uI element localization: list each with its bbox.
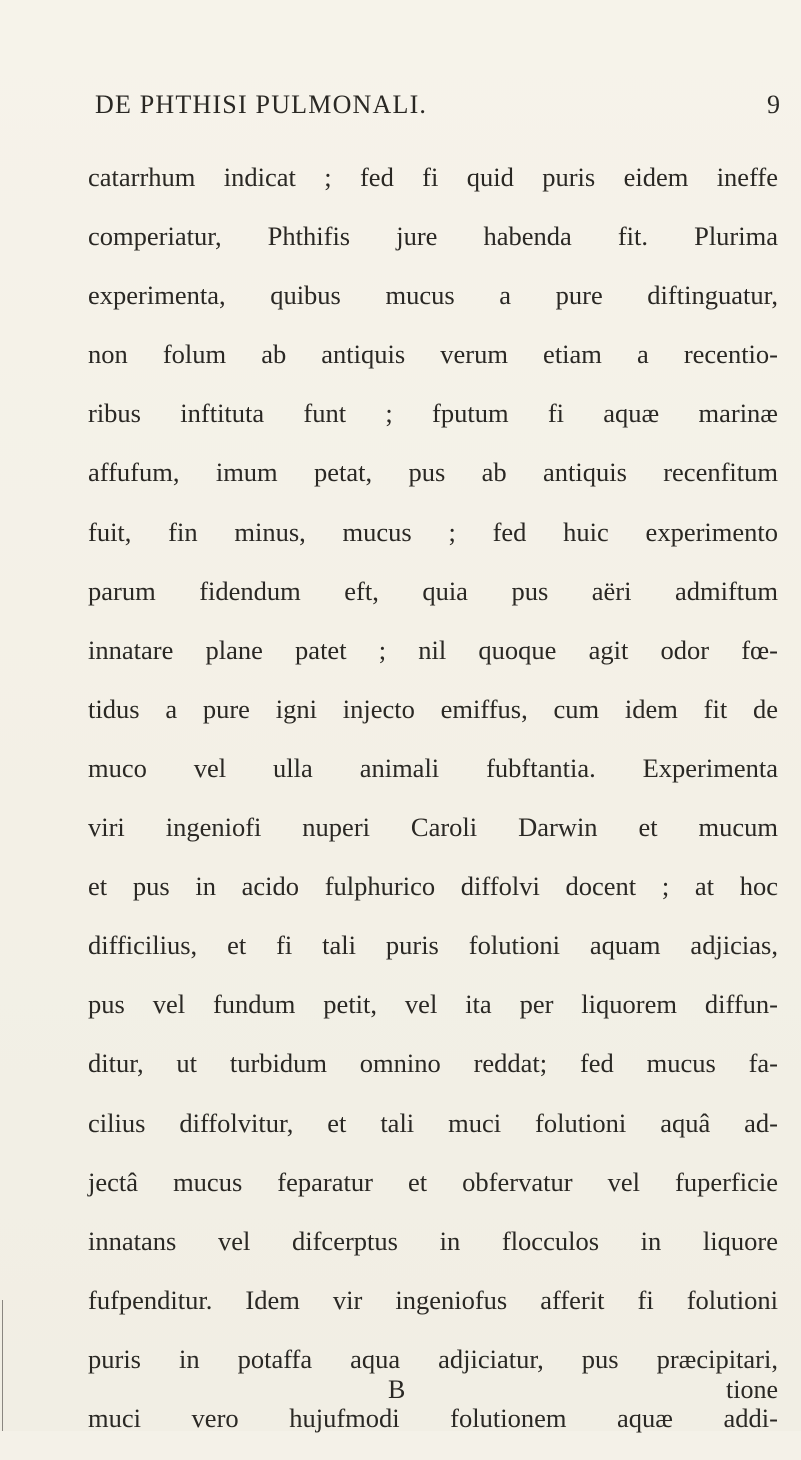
text-line: experimenta, quibus mucus a pure diftinguatur, [88, 280, 778, 311]
text-line: et pus in acido fulphurico diffolvi docent ; at hoc [88, 871, 778, 902]
catchword: tione [726, 1375, 778, 1404]
text-line: muco vel ulla animali fubftantia. Experimenta [88, 752, 778, 783]
text-line: fuit, fin minus, mucus ; fed huic experimento [88, 516, 778, 547]
page-number: 9 [767, 90, 780, 119]
text-line: innatans vel difcerptus in flocculos in liquore [88, 1225, 778, 1256]
running-head [95, 90, 780, 126]
text-line: muci vero hujufmodi folutionem aquæ addi- [88, 1402, 778, 1433]
text-line: comperiatur, Phthifis jure habenda fit. Plurima [88, 221, 778, 252]
text-line: catarrhum indicat ; fed fi quid puris eidem ineffe [88, 162, 778, 192]
body-text [88, 160, 778, 1460]
text-line: innatare plane patet ; nil quoque agit odor fœ- [88, 634, 778, 665]
text-line: puris in potaffa aqua adjiciatur, pus præcipitari, [88, 1343, 778, 1374]
text-line: cilius diffolvitur, et tali muci folutioni aquâ ad- [88, 1107, 778, 1138]
page-footer [88, 1375, 778, 1409]
text-line: viri ingeniofi nuperi Caroli Darwin et mucum [88, 812, 778, 843]
text-line: affufum, imum petat, pus ab antiquis recenfitum [88, 457, 778, 488]
text-line: jectâ mucus feparatur et obfervatur vel fuperficie [88, 1166, 778, 1197]
text-line: fufpenditur. Idem vir ingeniofus afferit fi folutioni [88, 1284, 778, 1315]
text-line: non folum ab antiquis verum etiam a recentio- [88, 339, 778, 370]
text-line: pus vel fundum petit, vel ita per liquorem diffun- [88, 989, 778, 1020]
signature-mark: B [388, 1375, 406, 1404]
running-title: DE PHTHISI PULMONALI. [95, 90, 428, 119]
text-line: ribus inftituta funt ; fputum fi aquæ marinæ [88, 398, 778, 429]
binding-edge-line [2, 1300, 3, 1431]
text-line: tidus a pure igni injecto emiffus, cum idem fit de [88, 693, 778, 724]
text-line: ditur, ut turbidum omnino reddat; fed mucus fa- [88, 1048, 778, 1079]
text-line: parum fidendum eft, quia pus aëri admiftum [88, 575, 778, 606]
text-line: difficilius, et fi tali puris folutioni aquam adjicias, [88, 930, 778, 961]
